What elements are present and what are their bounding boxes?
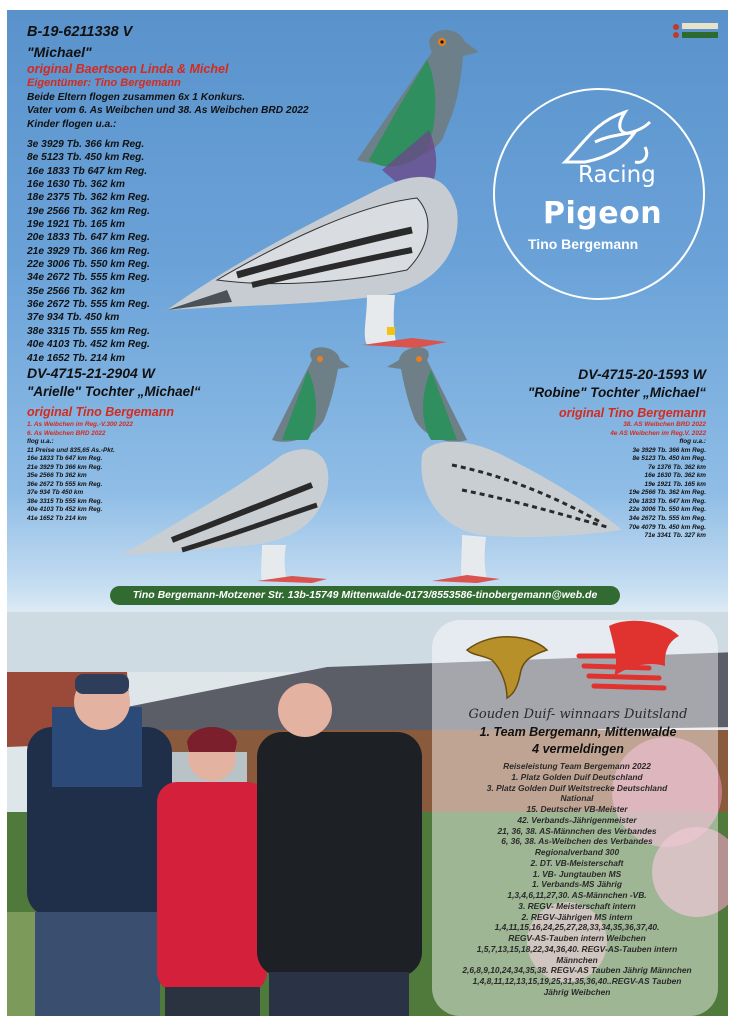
main-pigeon-origin: original Baertsoen Linda & Michel <box>27 62 229 76</box>
result-line: 20e 1833 Tb. 647 km Reg. <box>27 232 150 244</box>
result-line: 19e 1921 Tb. 165 km <box>644 480 706 488</box>
achievement-line: 2. DT. VB-Meisterschaft <box>530 857 624 868</box>
result-line: 35e 2566 Tb. 362 km <box>27 285 125 297</box>
logo-name-text: Tino Bergemann <box>528 236 639 252</box>
award-achievements <box>439 761 715 998</box>
result-line: 34e 2672 Tb. 555 km Reg. <box>628 515 706 523</box>
achievement-line: 3. REGV- Meisterschaft intern <box>518 900 636 911</box>
result-line: 21e 3929 Tb 366 km Reg. <box>27 463 103 471</box>
result-line: 41e 1652 Tb 214 km <box>27 515 87 523</box>
logo-pigeon-text: Pigeon <box>543 196 663 231</box>
result-line: 8e 5123 Tb. 450 km Reg. <box>632 455 706 463</box>
result-line: 71e 3341 Tb. 327 km <box>644 532 706 540</box>
golden-pigeon-trophy-icon <box>462 630 552 700</box>
achievement-line: 1,3,4,6,11,27,30. AS-Männchen -VB. <box>507 890 647 900</box>
result-line: 70e 4079 Tb. 450 km Reg. <box>628 523 706 531</box>
right-pigeon-origin: original Tino Bergemann <box>558 406 706 420</box>
main-pigeon-name: "Michael" <box>27 44 92 60</box>
achievement-line: 21, 36, 38. AS-Männchen des Verbandes <box>497 825 657 836</box>
result-line: 36e 2672 Tb 555 km Reg. <box>27 480 103 488</box>
result-line: 22e 3006 Tb. 550 km Reg. <box>27 259 150 271</box>
achievement-line: 1. Verbands-MS Jährig <box>532 879 622 890</box>
result-line: 20e 1833 Tb. 647 km Reg. <box>628 497 706 505</box>
result-line: 36e 2672 Tb. 555 km Reg. <box>27 299 150 311</box>
result-line: 16e 1833 Tb 647 km Reg. <box>27 165 148 177</box>
achievement-line: Regionalverband 300 <box>534 847 620 857</box>
right-pigeon-name: "Robine" Tochter „Michael“ <box>527 385 706 400</box>
result-line: 40e 4103 Tb 452 km Reg. <box>27 506 103 514</box>
achievement-line: 6, 36, 38. As-Weibchen des Verbandes <box>501 836 653 847</box>
flyer-card <box>7 10 728 1016</box>
left-pigeon-name: "Arielle" Tochter „Michael“ <box>27 384 201 399</box>
result-line: 19e 2566 Tb. 362 km Reg. <box>27 205 150 217</box>
left-pigeon-ring: DV-4715-21-2904 W <box>27 365 155 381</box>
contact-bar <box>110 586 620 605</box>
result-line: 3e 3929 Tb. 366 km Reg. <box>27 139 145 150</box>
result-line: 38e 3315 Tb 555 km Reg. <box>27 497 103 505</box>
result-line: 8e 5123 Tb. 450 km Reg. <box>27 152 145 164</box>
main-pigeon-results <box>27 138 150 365</box>
award-title: Gouden Duif- winnaars Duitsland <box>468 707 688 722</box>
achievement-line: 42. Verbands-Jährigenmeister <box>517 814 637 825</box>
result-line: flog u.a.: <box>679 438 706 446</box>
result-line: 34e 2672 Tb. 555 km Reg. <box>27 272 150 284</box>
left-pigeon-image <box>112 345 357 585</box>
result-line: 7e 1376 Tb. 362 km <box>648 463 706 471</box>
achievement-line: 3. Platz Golden Duif Weitstrecke Deutschland <box>486 782 668 793</box>
achievement-line: 1,4,11,15,16,24,25,27,28,33,34,35,36,37,40. <box>494 922 660 933</box>
result-line: 16e 1833 Tb 647 km Reg. <box>27 455 103 463</box>
result-line: 22e 3006 Tb. 550 km Reg. <box>628 506 706 514</box>
right-pigeon-ring: DV-4715-20-1593 W <box>578 366 706 382</box>
result-line: 16e 1630 Tb. 362 km <box>644 472 706 480</box>
achievement-line: 1,5,7,13,15,18,22,34,36,40. REGV-AS-Tauben intern <box>476 943 678 954</box>
info-line: Beide Eltern flogen zusammen 6x 1 Konkurs. <box>27 92 245 103</box>
gouden-duif-logo-icon <box>569 616 689 701</box>
achievement-line: REGV-AS-Tauben intern Weibchen <box>508 933 646 943</box>
result-line: 38. AS Weibchen BRD 2022 <box>623 421 706 428</box>
award-mentions: 4 vermeldingen <box>532 742 624 756</box>
achievement-line: 15. Deutscher VB-Meister <box>526 804 628 814</box>
achievement-line: 1. Platz Golden Duif Deutschland <box>511 771 643 782</box>
result-line: 4e AS Weibchen im Reg.V. 2022 <box>610 429 706 437</box>
right-pigeon-image <box>382 345 632 585</box>
result-line: 40e 4103 Tb. 452 km Reg. <box>27 339 150 351</box>
result-line: 37e 934 Tb. 450 km <box>27 312 120 324</box>
corner-logo-icon <box>670 19 720 45</box>
result-line: 6. As Weibchen BRD 2022 <box>27 429 106 437</box>
achievement-line: National <box>560 793 594 804</box>
result-line: 19e 1921 Tb. 165 km <box>27 219 125 231</box>
award-team: 1. Team Bergemann, Mittenwalde <box>479 725 677 739</box>
contact-text: Tino Bergemann-Motzener Str. 13b-15749 Mittenwalde-0173/8553586-tinobergemann@web.de <box>132 589 598 601</box>
achievement-line: 1. VB- Jungtauben MS <box>532 868 622 879</box>
result-line: 3e 3929 Tb. 366 km Reg. <box>632 446 706 454</box>
info-line: Vater vom 6. As Weibchen und 38. As Weibchen BRD 2022 <box>27 105 309 117</box>
achievement-line: 1,4,8,11,12,13,15,19,25,31,35,36,40..REGV-AS Tauben <box>472 976 682 986</box>
result-line: 19e 2566 Tb. 362 km Reg. <box>628 489 706 497</box>
result-line: 18e 2375 Tb. 362 km Reg. <box>27 192 150 204</box>
logo-racing-text: Racing <box>578 162 656 188</box>
left-pigeon-origin: original Tino Bergemann <box>27 405 175 419</box>
achievement-line: Jährig Weibchen <box>543 986 611 997</box>
result-line: 38e 3315 Tb. 555 km Reg. <box>27 325 150 337</box>
result-line: 11 Preise und 835,65 As.-Pkt. <box>27 446 115 454</box>
main-pigeon-owner: Eigentümer: Tino Bergemann <box>27 77 181 89</box>
achievement-line: 2. REGV-Jährigen MS intern <box>521 911 633 922</box>
achievement-line: 2,6,8,9,10,24,34,35,38. REGV-AS Tauben Jährig Männchen <box>462 965 692 976</box>
main-pigeon-ring: B-19-6211338 V <box>27 24 133 40</box>
info-line: Kinder flogen u.a.: <box>27 118 117 130</box>
result-line: 41e 1652 Tb. 214 km <box>27 352 125 364</box>
achievement-line: Männchen <box>556 954 598 965</box>
main-pigeon-image <box>157 20 497 365</box>
result-line: flog u.a.: <box>27 438 54 446</box>
achievement-line: Reiseleistung Team Bergemann 2022 <box>503 761 651 771</box>
result-line: 1. As Weibchen im Reg.-V.300 2022 <box>27 421 133 428</box>
result-line: 37e 934 Tb 450 km <box>27 489 84 497</box>
result-line: 16e 1630 Tb. 362 km <box>27 179 125 191</box>
result-line: 35e 2566 Tb 362 km <box>27 472 87 480</box>
result-line: 21e 3929 Tb. 366 km Reg. <box>27 245 150 257</box>
